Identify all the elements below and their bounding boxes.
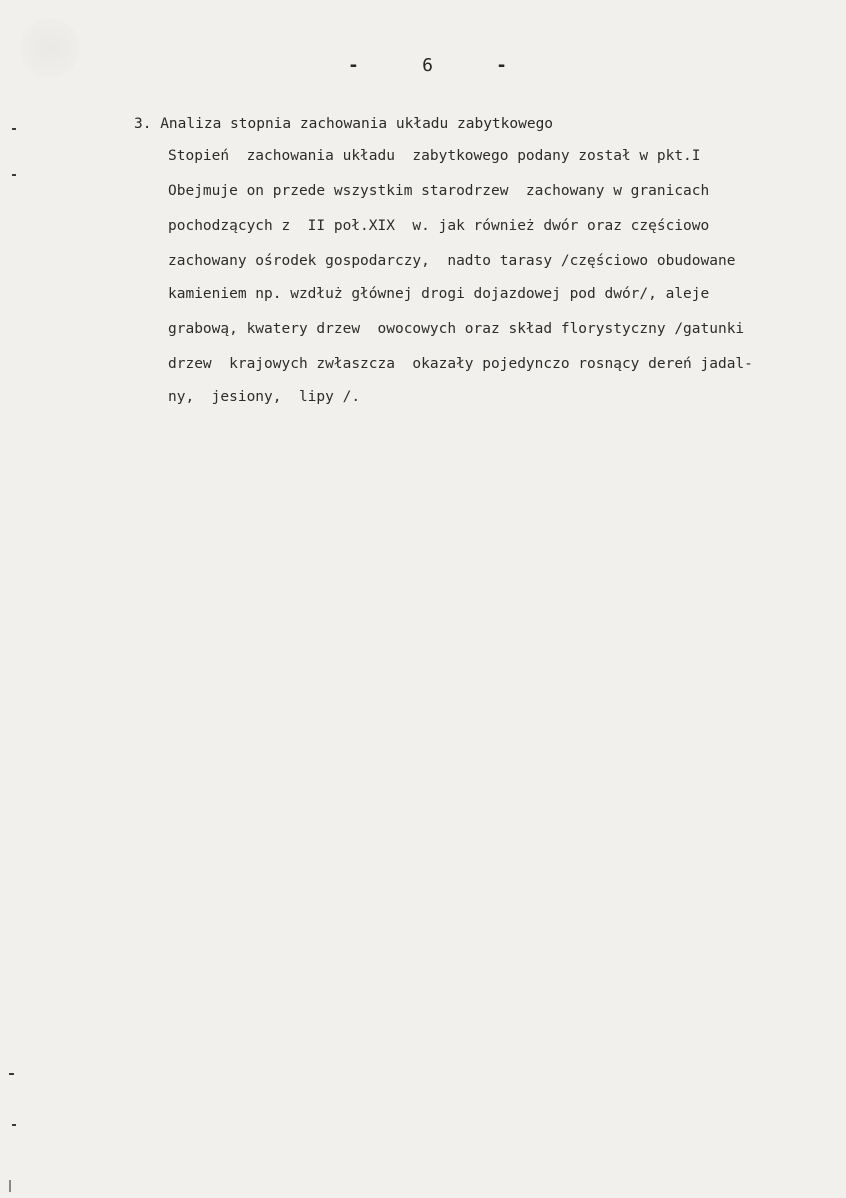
section-heading: 3. Analiza stopnia zachowania układu zabytkowego (134, 116, 554, 132)
margin-mark (12, 174, 16, 176)
page-number-dash-right: - (496, 55, 508, 76)
section-3 (134, 109, 834, 139)
body-line: grabową, kwatery drzew owocowych oraz skład florystyczny /gatunki (168, 321, 745, 337)
margin-mark (12, 1124, 16, 1126)
page-number-value: 6 (422, 55, 434, 76)
paper-stain (20, 18, 80, 78)
body-line: kamieniem np. wzdłuż głównej drogi dojazdowej pod dwór/, aleje (168, 286, 710, 302)
body-line: drzew krajowych zwłaszcza okazały pojedynczo rosnący dereń jadal- (168, 356, 753, 372)
margin-mark (12, 128, 16, 130)
page-number-dash-left: - (348, 55, 360, 76)
page-number (348, 55, 508, 76)
body-line: Stopień zachowania układu zabytkowego podany został w pkt.I (168, 148, 701, 164)
body-line: Obejmuje on przede wszystkim starodrzew zachowany w granicach (168, 183, 710, 199)
margin-mark (9, 1073, 14, 1075)
body-line: ny, jesiony, lipy /. (168, 389, 361, 405)
body-line: pochodzących z II poł.XIX w. jak również dwór oraz częściowo (168, 218, 710, 234)
margin-mark (9, 1180, 11, 1192)
body-line: zachowany ośrodek gospodarczy, nadto tarasy /częściowo obudowane (168, 253, 736, 269)
